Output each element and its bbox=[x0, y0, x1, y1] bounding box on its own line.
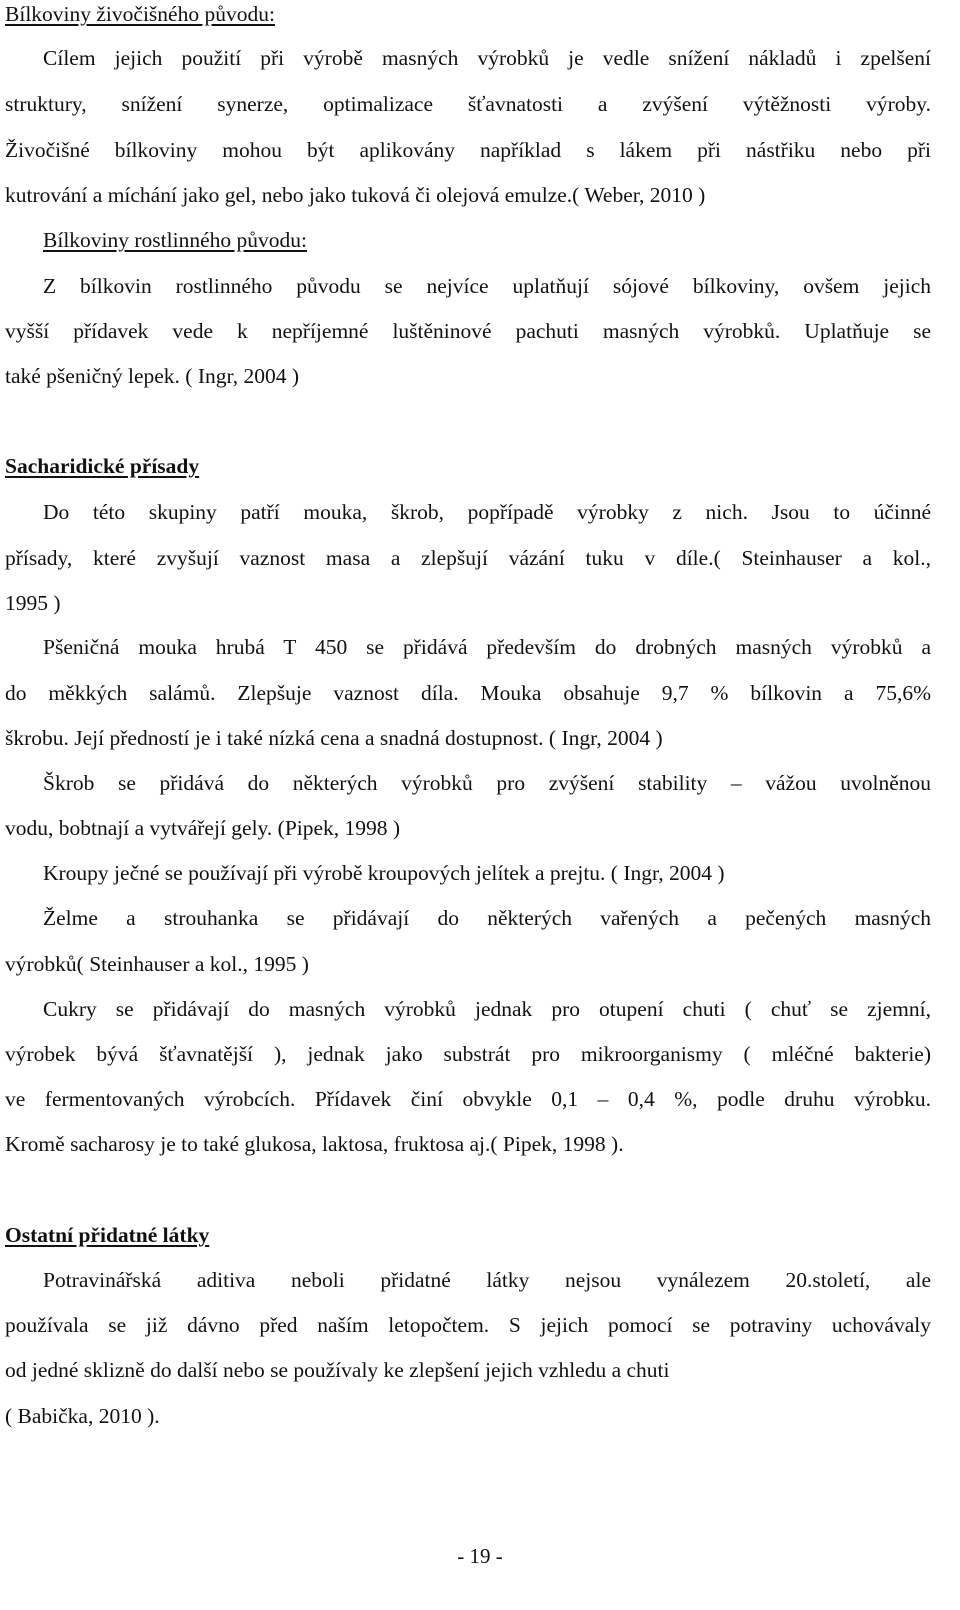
paragraph-line: přísady, které zvyšují vaznost masa a zlepšují vázání tuku v díle.( Steinhauser a kol., bbox=[5, 546, 931, 570]
paragraph-line: Kroupy ječné se používají při výrobě kroupových jelítek a prejtu. ( Ingr, 2004 ) bbox=[43, 861, 725, 885]
paragraph-line: do měkkých salámů. Zlepšuje vaznost díla. Mouka obsahuje 9,7 % bílkovin a 75,6% bbox=[5, 681, 931, 705]
paragraph-line: Do této skupiny patří mouka, škrob, popřípadě výrobky z nich. Jsou to účinné bbox=[43, 500, 931, 524]
paragraph-line: Škrob se přidává do některých výrobků pro zvýšení stability – vážou uvolněnou bbox=[43, 771, 931, 795]
paragraph-line: vyšší přídavek vede k nepříjemné luštěninové pachuti masných výrobků. Uplatňuje se bbox=[5, 319, 931, 343]
paragraph-line: Potravinářská aditiva neboli přidatné látky nejsou vynálezem 20.století, ale bbox=[43, 1268, 931, 1292]
paragraph-line: Živočišné bílkoviny mohou být aplikovány například s lákem při nástřiku nebo při bbox=[5, 138, 931, 162]
section-heading-plant-proteins: Bílkoviny rostlinného původu: bbox=[43, 228, 307, 252]
section-heading-other-additives: Ostatní přidatné látky bbox=[5, 1223, 210, 1247]
page-number: - 19 - bbox=[457, 1544, 503, 1568]
paragraph-line: ( Babička, 2010 ). bbox=[5, 1404, 160, 1428]
paragraph-line: Kromě sacharosy je to také glukosa, laktosa, fruktosa aj.( Pipek, 1998 ). bbox=[5, 1132, 624, 1156]
paragraph-line: Cukry se přidávají do masných výrobků jednak pro otupení chuti ( chuť se zjemní, bbox=[43, 997, 931, 1021]
paragraph-line: Želme a strouhanka se přidávají do některých vařených a pečených masných bbox=[43, 906, 931, 930]
paragraph-line: Pšeničná mouka hrubá T 450 se přidává především do drobných masných výrobků a bbox=[43, 635, 931, 659]
section-heading-saccharide-additives: Sacharidické přísady bbox=[5, 454, 200, 478]
section-heading-animal-proteins: Bílkoviny živočišného původu: bbox=[5, 2, 275, 26]
paragraph-line: ve fermentovaných výrobcích. Přídavek činí obvykle 0,1 – 0,4 %, podle druhu výrobku. bbox=[5, 1087, 931, 1111]
paragraph-line: Z bílkovin rostlinného původu se nejvíce uplatňují sójové bílkoviny, ovšem jejich bbox=[43, 274, 931, 298]
paragraph-line: také pšeničný lepek. ( Ingr, 2004 ) bbox=[5, 364, 300, 388]
paragraph-line: Cílem jejich použití při výrobě masných výrobků je vedle snížení nákladů i zpelšení bbox=[43, 46, 931, 70]
paragraph-line: struktury, snížení synerze, optimalizace šťavnatosti a zvýšení výtěžnosti výroby. bbox=[5, 92, 931, 116]
paragraph-line: vodu, bobtnají a vytvářejí gely. (Pipek, 1998 ) bbox=[5, 816, 401, 840]
paragraph-line: používala se již dávno před naším letopočtem. S jejich pomocí se potraviny uchovávaly bbox=[5, 1313, 931, 1337]
paragraph-line: kutrování a míchání jako gel, nebo jako tuková či olejová emulze.( Weber, 2010 ) bbox=[5, 183, 706, 207]
paragraph-line: 1995 ) bbox=[5, 591, 61, 615]
paragraph-line: výrobek bývá šťavnatější ), jednak jako substrát pro mikroorganismy ( mléčné bakterie) bbox=[5, 1042, 931, 1066]
paragraph-line: škrobu. Její předností je i také nízká cena a snadná dostupnost. ( Ingr, 2004 ) bbox=[5, 726, 663, 750]
paragraph-line: výrobků( Steinhauser a kol., 1995 ) bbox=[5, 952, 309, 976]
paragraph-line: od jedné sklizně do další nebo se používaly ke zlepšení jejich vzhledu a chuti bbox=[5, 1358, 670, 1382]
